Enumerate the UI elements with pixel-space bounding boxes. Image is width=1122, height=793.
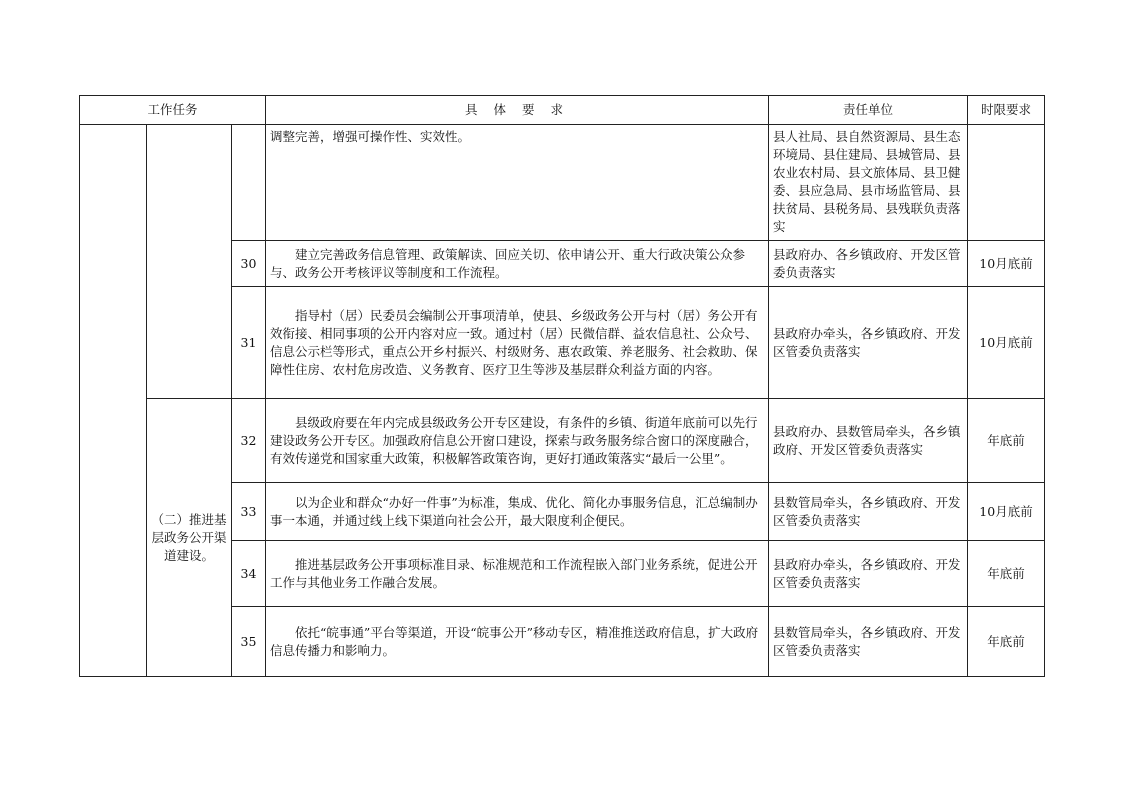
deadline: 年底前 xyxy=(968,541,1045,607)
requirement-text: 推进基层政务公开事项标准目录、标准规范和工作流程嵌入部门业务系统，促进公开工作与其他业务工作融合发展。 xyxy=(266,541,769,607)
requirement-text: 建立完善政务信息管理、政策解读、回应关切、依申请公开、重大行政决策公众参与、政务公开考核评议等制度和工作流程。 xyxy=(266,241,769,287)
requirement-text: 调整完善，增强可操作性、实效性。 xyxy=(266,125,769,241)
deadline xyxy=(968,125,1045,241)
header-requirements: 具 体 要 求 xyxy=(266,96,769,125)
responsible-unit: 县人社局、县自然资源局、县生态环境局、县住建局、县城管局、县农业农村局、县文旅体局、县卫健委、县应急局、县市场监管局、县扶贫局、县税务局、县残联负责落实 xyxy=(769,125,968,241)
header-deadline: 时限要求 xyxy=(968,96,1045,125)
deadline: 10月底前 xyxy=(968,241,1045,287)
responsible-unit: 县数管局牵头，各乡镇政府、开发区管委负责落实 xyxy=(769,607,968,677)
task-category-cell xyxy=(80,125,147,677)
responsible-unit: 县政府办、各乡镇政府、开发区管委负责落实 xyxy=(769,241,968,287)
deadline: 10月底前 xyxy=(968,287,1045,399)
header-task: 工作任务 xyxy=(80,96,266,125)
deadline: 10月底前 xyxy=(968,483,1045,541)
subtask-label: （二）推进基层政务公开渠道建设。 xyxy=(147,399,232,677)
responsible-unit: 县政府办牵头，各乡镇政府、开发区管委负责落实 xyxy=(769,541,968,607)
row-number: 33 xyxy=(232,483,266,541)
task-table xyxy=(79,95,1045,677)
row-number: 31 xyxy=(232,287,266,399)
deadline: 年底前 xyxy=(968,399,1045,483)
table-row xyxy=(80,399,1045,483)
requirement-text: 以为企业和群众“办好一件事”为标准，集成、优化、简化办事服务信息，汇总编制办事一本通，并通过线上线下渠道向社会公开，最大限度利企便民。 xyxy=(266,483,769,541)
header-row xyxy=(80,96,1045,125)
deadline: 年底前 xyxy=(968,607,1045,677)
row-number: 34 xyxy=(232,541,266,607)
header-unit: 责任单位 xyxy=(769,96,968,125)
table-row xyxy=(80,125,1045,241)
row-number: 35 xyxy=(232,607,266,677)
row-number: 32 xyxy=(232,399,266,483)
responsible-unit: 县政府办牵头，各乡镇政府、开发区管委负责落实 xyxy=(769,287,968,399)
subtask-cell-previous xyxy=(147,125,232,399)
row-number: 30 xyxy=(232,241,266,287)
responsible-unit: 县政府办、县数管局牵头，各乡镇政府、开发区管委负责落实 xyxy=(769,399,968,483)
row-number xyxy=(232,125,266,241)
responsible-unit: 县数管局牵头，各乡镇政府、开发区管委负责落实 xyxy=(769,483,968,541)
requirement-text: 指导村（居）民委员会编制公开事项清单，使县、乡级政务公开与村（居）务公开有效衔接、相同事项的公开内容对应一致。通过村（居）民微信群、益农信息社、公众号、信息公示栏等形式，重点公开乡村振兴、村级财务、惠农政策、养老服务、社会救助、保障性住房、农村危房改造、义务教育、医疗卫生等涉及基层群众利益方面的内容。 xyxy=(266,287,769,399)
requirement-text: 县级政府要在年内完成县级政务公开专区建设，有条件的乡镇、街道年底前可以先行建设政务公开专区。加强政府信息公开窗口建设，探索与政务服务综合窗口的深度融合，有效传递党和国家重大政策，积极解答政策咨询，更好打通政策落实“最后一公里”。 xyxy=(266,399,769,483)
requirement-text: 依托“皖事通”平台等渠道，开设“皖事公开”移动专区，精准推送政府信息，扩大政府信息传播力和影响力。 xyxy=(266,607,769,677)
